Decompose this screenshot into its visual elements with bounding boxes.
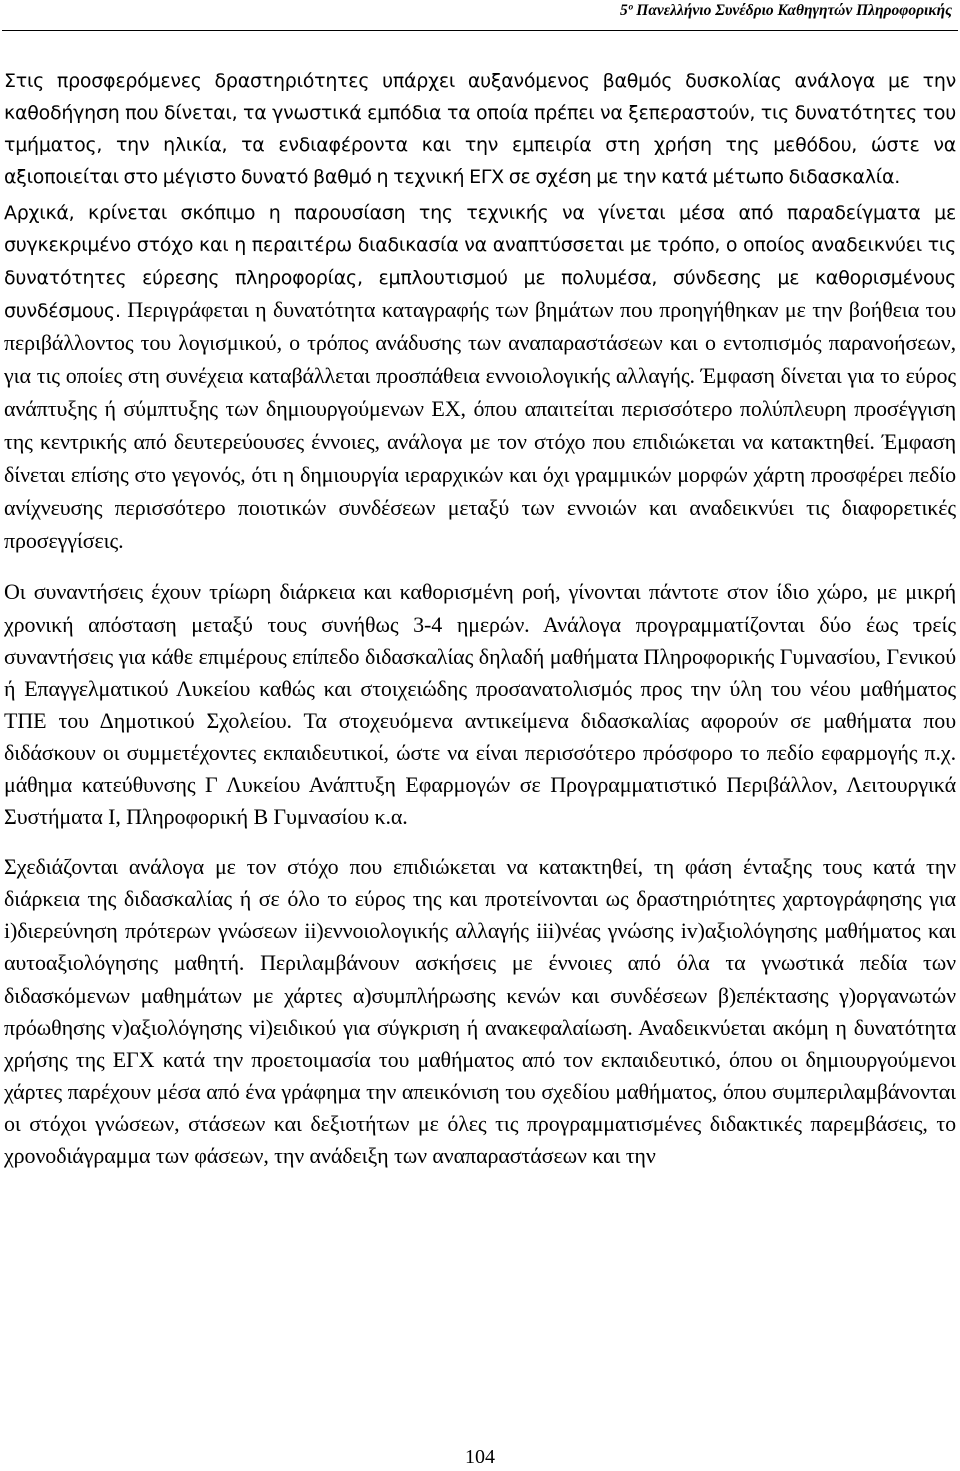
header-rule xyxy=(2,30,958,31)
running-header: 5º Πανελλήνιο Συνέδριο Καθηγητών Πληροφορικής xyxy=(620,2,952,19)
paragraph-initial-presentation-sans-part: Αρχικά, κρίνεται σκόπιμο η παρουσίαση της τεχνικής να γίνεται μέσα από παραδείγματα με συγκεκριμένο στόχο και η περαιτέρω διαδικασία να αναπτύσσεται με τρόπο, ο οποίος αναδεικνύει τις δυνατότητες εύρεσης πληροφορίας, εμπλουτισμού με πολυμέσα, σύνδεσης με καθορισμένους συνδέσμους. xyxy=(4,202,956,322)
paragraph-meetings: Οι συναντήσεις έχουν τρίωρη διάρκεια και καθορισμένη ροή, γίνονται πάντοτε στον ίδιο χώρο, με μικρή χρονική απόσταση μεταξύ τους συνήθως 3-4 ημερών. Ανάλογα προγραμματίζονται δύο έως τρείς συναντήσεις για κάθε επιμέρους επίπεδο διδασκαλίας δηλαδή μαθήματα Πληροφορικής Γυμνασίου, Γενικού ή Επαγγελματικού Λυκείου καθώς και στοιχειώδης προσανατολισμός προς την ύλη του νέου μαθήματος ΤΠΕ του Δημοτικού Σχολείου. Τα στοχευόμενα αντικείμενα διδασκαλίας αφορούν σε μαθήματα που διδάσκουν οι συμμετέχοντες εκπαιδευτικοί, ώστε να είναι περισσότερο πρόσφορο το πεδίο εφαρμογής π.χ. μάθημα κατεύθυνσης Γ Λυκείου Ανάπτυξη Εφαρμογών σε Προγραμματιστικό Περιβάλλον, Λειτουργικά Συστήματα Ι, Πληροφορική Β Γυμνασίου κ.α. xyxy=(4,579,956,830)
paragraph-activities-difficulty: Στις προσφερόμενες δραστηριότητες υπάρχει αυξανόμενος βαθμός δυσκολίας ανάλογα με την καθοδήγηση που δίνεται, τα γνωστικά εμπόδια τα οποία πρέπει να ξεπεραστούν, τις δυνατότητες του τμήματος, την ηλικία, τα ενδιαφέροντα και την εμπειρία στη χρήση της μεθόδου, ώστε να αξιοποιείται στο μέγιστο δυνατό βαθμό η τεχνική ΕΓΧ σε σχέση με την κατά μέτωπο διδασκαλία. xyxy=(4,70,956,189)
paragraph-design: Σχεδιάζονται ανάλογα με τον στόχο που επιδιώκεται να κατακτηθεί, τη φάση ένταξης τους κατά την διάρκεια της διδασκαλίας ή σε όλο το εύρος της και προτείνονται ως δραστηριότητες χαρτογράφησης για i)διερεύνηση πρότερων γνώσεων ii)εννοιολογικής αλλαγής iii)νέας γνώσης iv)αξιολόγησης μαθήματος και αυτοαξιολόγησης μαθητή. Περιλαμβάνουν ασκήσεις με έννοιες από όλα τα γνωστικά πεδία των διδασκόμενων μαθημάτων με χάρτες α)συμπλήρωσης κενών και συνδέσεων β)επέκτασης γ)οργανωτών πρόωθησης v)αξιολόγησης vi)ειδικού για σύγκριση ή ανακεφαλαίωση. Αναδεικνύεται ακόμη η δυνατότητα χρήσης της ΕΓΧ κατά την προετοιμασία του μαθήματος από τον εκπαιδευτικό, όπου οι δημιουργούμενοι χάρτες παρέχουν μέσα από ένα γράφημα την απεικόνιση του σχεδίου μαθήματος, όπου συμπεριλαμβάνονται οι στόχοι γνώσεων, στάσεων και δεξιοτήτων με όλες τις προγραμματισμένες διδακτικές παρεμβάσεις, το χρονοδιάγραμμα των φάσεων, την ανάδειξη των αναπαραστάσεων και την xyxy=(4,854,956,1168)
page-number: 104 xyxy=(465,1446,495,1468)
paragraph-initial-presentation xyxy=(4,197,956,558)
paragraph-initial-presentation-serif-part: Περιγράφεται η δυνατότητα καταγραφής των βημάτων που προηγήθηκαν με την βοήθεια του περιβάλλοντος του λογισμικού, ο τρόπος ανάδυσης των αναπαραστάσεων και ο εντοπισμός παρανοήσεων, για τις οποίες στη συνέχεια καταβάλλεται προσπάθεια εννοιολογικής αλλαγής. Έμφαση δίνεται για το εύρος ανάπτυξης ή σύμπτυξης των δημιουργούμενων ΕΧ, όπου απαιτείται περισσότερο πολύπλευρη προσέγγιση της κεντρικής από δευτερεύουσες έννοιες, ανάλογα με τον στόχο που επιδιώκεται να κατακτηθεί. Έμφαση δίνεται επίσης στο γεγονός, ότι η δημιουργία ιεραρχικών και όχι γραμμικών μορφών χάρτη προσφέρει πεδίο ανίχνευσης περισσότερο ποιοτικών συνδέσεων μεταξύ των εννοιών και αναδεικνύει τις διαφορετικές προσεγγίσεις. xyxy=(4,296,956,554)
article-body xyxy=(4,65,956,1172)
